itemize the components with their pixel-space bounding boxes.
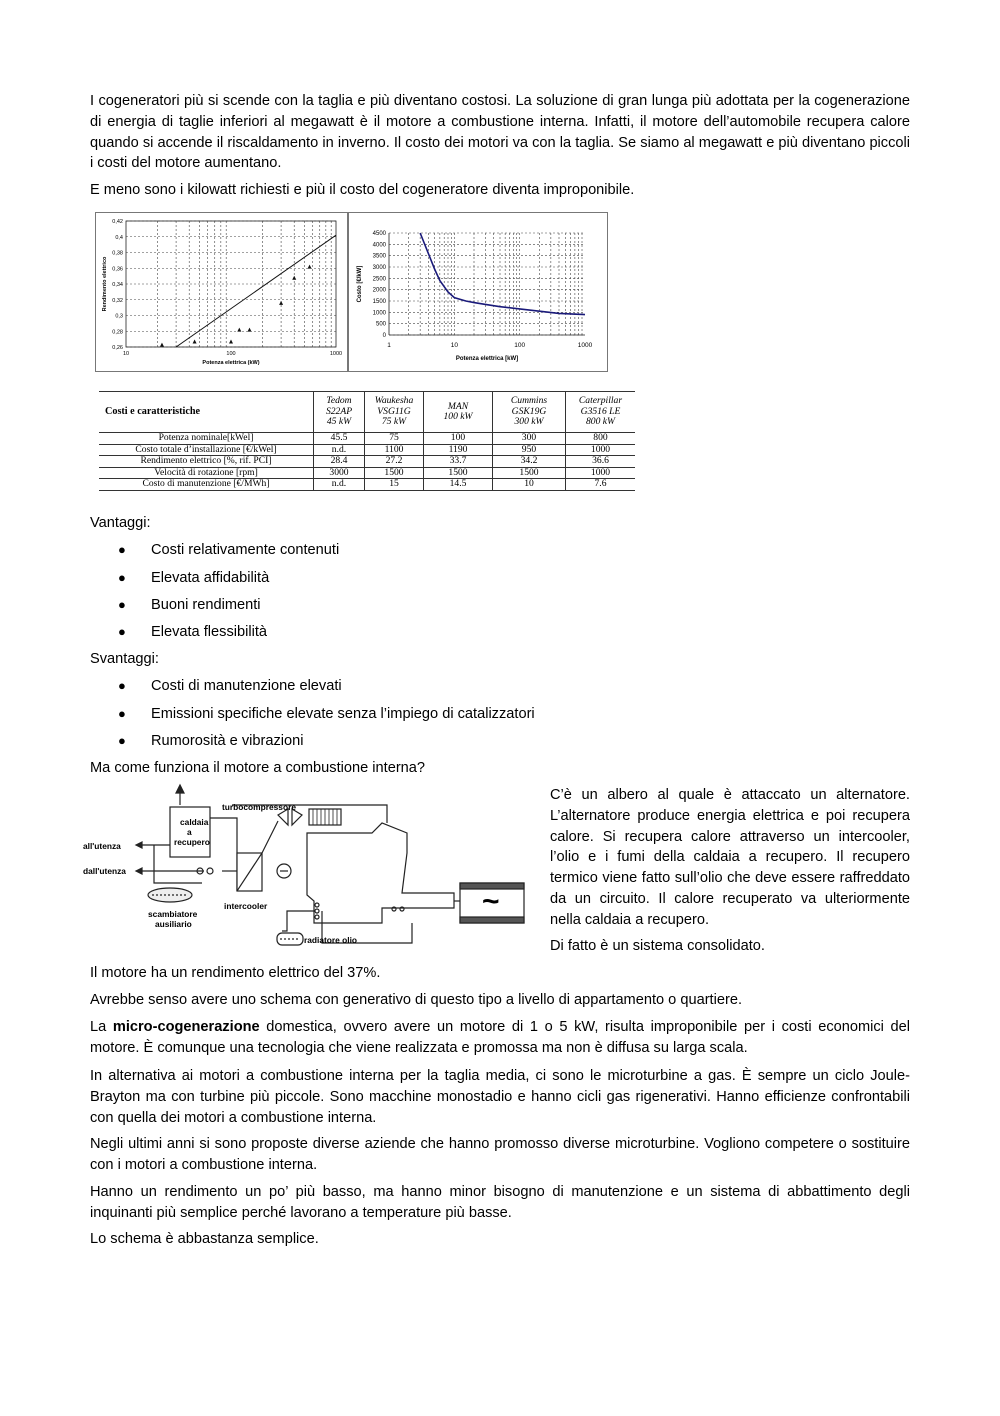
cost-chart [349,213,607,371]
companies-paragraph: Negli ultimi anni si sono proposte diverse aziende che hanno promosso diverse microturbine. Vogliono competere o sostituire con i motori a combustione interna. [90,1136,910,1173]
x-axis-label: Potenza elettrica (kW) [202,360,260,366]
efficiency-chart [96,213,347,371]
table-cell: 3000 [314,467,365,479]
y-tick-label: 1500 [372,299,386,305]
table-header-engine: Cummins GSK19G 300 kW [493,392,566,433]
table-header-engine: Caterpillar G3516 LE 800 kW [566,392,636,433]
bullet-icon: ● [118,542,126,557]
table-cell: 1500 [424,467,493,479]
data-point [229,339,233,343]
table-cell: 28.4 [314,456,365,468]
x-tick-label: 1000 [329,351,343,357]
y-tick-label: 0 [382,333,386,339]
closing-line: Lo schema è abbastanza semplice. [90,1231,319,1247]
list-item: ● Costi relativamente contenuti [118,542,340,558]
table-cell: 1190 [424,444,493,456]
table-header-engine: MAN 100 kW [424,392,493,433]
x-tick-label: 10 [450,342,458,349]
table-header-engine: Waukesha VSG11G 75 kW [365,392,424,433]
table-cell: 1100 [365,444,424,456]
y-tick-label: 2000 [372,287,386,294]
bullet-icon: ● [118,733,126,748]
data-point [308,265,312,269]
table-cell: Rendimento elettrico [%, rif. PCI] [99,456,314,468]
micro-cogeneration-term: micro-cogenerazione [112,1019,260,1035]
table-cell: 300 [493,433,566,445]
x-tick-label: 1 [387,342,391,349]
table-cell: 1500 [365,467,424,479]
list-item: ● Costi di manutenzione elevati [118,678,342,694]
y-tick-label: 4500 [372,231,386,237]
efficiency-paragraph: Hanno un rendimento un po’ più basso, ma hanno minor bisogno di manutenzione e un sistema di abbattimento degli inquinanti più semplice perché lavorano a temperature più basse. [90,1184,910,1221]
question-line: Ma come funziona il motore a combustione interna? [90,760,426,776]
list-item: ● Emissioni specifiche elevate senza l’impiego di catalizzatori [118,706,535,722]
y-axis-label: Costo [€/kW] [357,265,363,303]
y-tick-label: 0,32 [112,297,123,304]
y-tick-label: 0,38 [112,250,123,257]
radiatore-label: radiatore olio [304,935,358,945]
caldaia-label-2: a [187,827,192,837]
y-tick-label: 0,36 [112,266,123,273]
bullet-icon: ● [118,597,126,612]
data-point [237,328,241,332]
table-cell: 45.5 [314,433,365,445]
table-cell: Potenza nominale[kWel] [99,433,314,445]
utenza-in-label: dall'utenza [83,866,126,876]
table-row [99,467,635,479]
svantaggi-heading: Svantaggi: [90,651,159,667]
list-item: ● Elevata affidabilità [118,570,270,586]
table-row [99,479,635,491]
table-cell: 14.5 [424,479,493,491]
y-tick-label: 0,4 [115,234,123,241]
table-cell: 75 [365,433,424,445]
caldaia-label-1: caldaia [180,817,209,827]
bullet-icon: ● [118,624,126,639]
y-tick-label: 2500 [372,276,386,283]
table-cell: 34.2 [493,456,566,468]
engine-block [307,823,454,923]
bullet-icon: ● [118,678,126,693]
data-point [193,339,197,343]
table-cell: 100 [424,433,493,445]
y-tick-label: 0,28 [112,329,123,336]
table-cell: 800 [566,433,636,445]
y-axis-label: Rendimento elettrico [102,256,108,312]
table-cell: 33.7 [424,456,493,468]
table-cell: 1500 [493,467,566,479]
microturbine-paragraph: In alternativa ai motori a combustione interna per la taglia media, ci sono le microturbine a gas. È sempre un ciclo Joule-Brayton ma con turbine più piccole. Sono macchine monostadio e hanno cicli gas rigenerativi. Hanno efficienze confrontabili con quella dei motori a combustione interna. [90,1068,910,1126]
y-tick-label: 500 [375,321,386,328]
x-tick-label: 100 [226,351,236,357]
apartment-line: Avrebbe senso avere uno schema con generativo di questo tipo a livello di appartamento o quartiere. [90,992,742,1008]
data-point [160,343,164,347]
alternator-symbol: ~ [482,885,500,918]
data-point [292,276,296,280]
x-tick-label: 100 [514,342,526,349]
caldaia-label-3: recupero [174,837,210,847]
utenza-out-label: all'utenza [83,841,121,851]
efficiency-line: Il motore ha un rendimento elettrico del 37%. [90,965,381,981]
bullet-icon: ● [118,706,126,721]
data-point [279,301,283,305]
table-cell: 1000 [566,467,636,479]
x-axis-label: Potenza elettrica [kW] [455,356,519,362]
y-tick-label: 3000 [372,265,386,271]
table-cell: 27.2 [365,456,424,468]
x-tick-label: 10 [122,351,130,357]
engine-schematic [82,783,534,958]
table-cell: 15 [365,479,424,491]
table-cell: 36.6 [566,456,636,468]
table-header-engine: Tedom S22AP 45 kW [314,392,365,433]
list-item: ● Elevata flessibilità [118,624,267,640]
table-header-row [99,392,635,433]
table-cell: Costo di manutenzione [€/MWh] [99,479,314,491]
turbo-label: turbocompressore [222,802,296,812]
cost-curve [420,233,585,315]
intercooler-label: intercooler [224,901,268,911]
scambiatore-label-2: ausiliario [155,919,192,929]
x-tick-label: 1000 [577,342,593,349]
engine-comparison-table [99,391,635,491]
side-remark: Di fatto è un sistema consolidato. [550,938,765,954]
efficiency-chart-frame [95,212,348,372]
table-cell: 950 [493,444,566,456]
cost-remark: E meno sono i kilowatt richiesti e più il costo del cogeneratore diventa improponibile. [90,182,635,198]
y-tick-label: 0,26 [112,345,123,351]
table-row [99,433,635,445]
bullet-icon: ● [118,570,126,585]
micro-cogeneration-paragraph: La micro-cogenerazione domestica, ovvero avere un motore di 1 o 5 kW, risulta improponibile per i costi economici del motore. È comunque una tecnologia che viene realizzata e promossa ma non è diffusa su larga scala. [90,1019,910,1056]
table-header-label: Costi e caratteristiche [99,392,314,433]
table-cell: n.d. [314,479,365,491]
scambiatore-label-1: scambiatore [148,909,198,919]
table-row [99,456,635,468]
data-point [247,328,251,332]
y-tick-label: 0,34 [112,282,123,288]
y-tick-label: 0,42 [112,219,123,225]
table-cell: 7.6 [566,479,636,491]
trend-line [176,235,336,347]
intro-paragraph: I cogeneratori più si scende con la taglia e più diventano costosi. La soluzione di gran lunga più adottata per la cogenerazione di energia di taglie inferiori al megawatt è il motore a combustione interna. Infatti, il motore dell’automobile recupera calore quando si accende il riscaldamento in inverno. Il costo dei motori va con la taglia. Se siamo al megawatt e più diventano piccoli i costi del motore aumentano. [90,93,910,172]
y-tick-label: 1000 [372,310,386,317]
table-cell: Costo totale d’installazione [€/kWel] [99,444,314,456]
cost-chart-frame [348,212,608,372]
list-item: ● Buoni rendimenti [118,597,261,613]
table-cell: Velocità di rotazione [rpm] [99,467,314,479]
table-cell: n.d. [314,444,365,456]
side-paragraph: C’è un albero al quale è attaccato un alternatore. L’alternatore produce energia elettrica e poi recupera calore. Si recupera calore attraverso un intercooler, l’olio e i fumi della caldaia a recupero. Il recupero termico viene fatto sull’olio che deve essere raffreddato da un circuito. Il calore recuperato va ulteriormente nella caldaia a recupero. [550,787,910,928]
table-row [99,444,635,456]
vantaggi-heading: Vantaggi: [90,515,151,531]
y-tick-label: 4000 [372,242,386,249]
y-tick-label: 3500 [372,253,386,260]
y-tick-label: 0,3 [115,313,123,320]
table-cell: 10 [493,479,566,491]
table-cell: 1000 [566,444,636,456]
list-item: ● Rumorosità e vibrazioni [118,733,304,749]
